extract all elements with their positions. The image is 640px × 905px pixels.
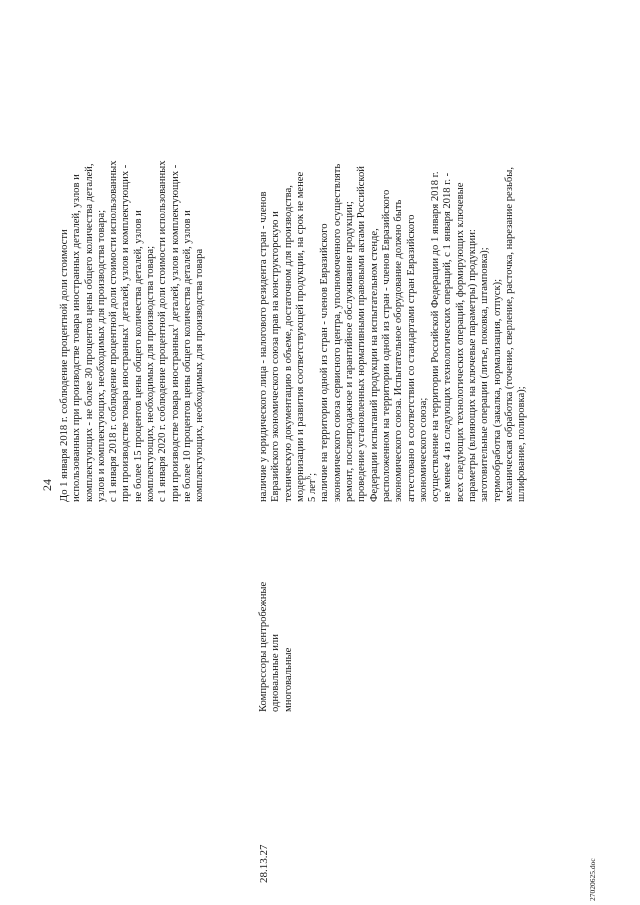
continued-requirements [59,160,207,502]
text-segment: комплектующих - не более 30 процентов цены общего количества деталей, [83,163,95,502]
text-line [96,160,108,502]
text-line [516,164,528,502]
text-segment: расположенном на территории одной из стран - членов Евразийского [380,189,392,502]
text-segment: До 1 января 2018 г. соблюдение процентной доли стоимости [59,229,70,502]
footnote-marker: 1 [117,324,126,328]
text-line [430,164,442,502]
text-segment: термообработка (закалка, нормализация, отпуск); [491,278,503,502]
page-number: 24 [40,479,54,491]
text-segment: при производстве товара иностранных [169,327,181,502]
text-segment: аттестовано в соответствии со стандартами стран Евразийского [405,214,417,502]
text-line [393,164,405,502]
text-line [270,567,282,712]
text-segment: с 1 января 2018 г. соблюдение процентной доли стоимости использованных [108,160,120,502]
text-line [145,160,157,502]
text-segment: заготовительные операции (литье, поковка, штамповка); [479,247,491,502]
row-requirements [258,164,529,502]
text-line [467,164,479,502]
text-line [108,160,120,502]
text-line [356,164,368,502]
row-code: 28.13.27 [258,844,270,883]
text-segment: при производстве товара иностранных [120,327,132,502]
text-segment: экономического союза; [417,397,429,502]
text-line [304,164,319,502]
text-segment: не более 10 процентов цены общего количества деталей, узлов и [181,210,193,502]
text-line [344,164,356,502]
text-segment: ремонт, послепродажное и гарантийное обслуживание продукции; [344,201,356,502]
text-segment: Компрессоры центробежные [258,581,269,712]
text-line [133,160,145,502]
text-line [381,164,393,502]
text-line [59,160,71,502]
text-line [182,160,194,502]
text-segment: проведение установленных нормативными правовыми актами Российской [356,166,368,502]
text-segment: одновальные или [270,634,282,712]
text-segment: наличие у юридического лица - налогового резидента стран - членов [258,191,269,502]
text-line [295,164,307,502]
text-segment: деталей, узлов и комплектующих - [120,164,132,325]
text-segment: шлифование, полировка); [516,386,528,502]
text-line [283,164,295,502]
text-line [479,164,491,502]
text-line [258,567,270,712]
text-segment: экономического союза. Испытательное оборудование должно быть [393,199,405,502]
text-segment: ; [307,472,319,476]
text-line [492,164,504,502]
text-segment: деталей, узлов и комплектующих - [169,164,181,325]
text-line [406,164,418,502]
text-line [194,160,206,502]
text-segment: 5 лет [307,479,319,502]
text-segment: не более 15 процентов цены общего количества деталей, узлов и [132,210,144,502]
text-segment: комплектующих, необходимых для производства товара; [145,245,157,502]
text-line [332,164,344,502]
text-line [84,160,96,502]
text-segment: осуществление на территории Российской Федерации до 1 января 2018 г. [430,171,442,502]
text-segment: механическая обработка (точение, сверление, расточка, нарезание резьбы, [503,166,515,502]
footnote-marker: 6 [304,475,313,480]
text-line [455,164,467,502]
product-name [258,567,295,712]
footer-filename: 27020625.doc [588,858,597,901]
text-segment: комплектующих, необходимых для производства товара [194,248,206,502]
text-segment: Евразийского экономического союза прав на конструкторскую и [270,211,282,502]
text-segment: всех следующих технологических операций, формирующих ключевые [454,182,466,502]
footnote-marker: 1 [167,324,176,328]
text-segment: с 1 января 2020 г. соблюдение процентной доли стоимости использованных [157,160,169,502]
text-segment: модернизации и развития соответствующей продукции, на срок не менее [294,171,306,502]
text-segment: Федерации испытаний продукции на испытательном стенде, [368,228,380,502]
text-segment: многовальные [282,647,294,712]
text-line [71,160,83,502]
text-line [283,567,295,712]
text-line [442,164,454,502]
text-line [270,164,282,502]
text-segment: параметры (влияющих на ключевые параметры) продукции: [467,229,479,502]
text-line [504,164,516,502]
text-line [167,160,182,502]
text-line [258,164,270,502]
text-line [319,164,331,502]
text-line [117,160,132,502]
text-segment: техническую документацию в объеме, достаточном для производства, [282,185,294,502]
text-segment: использованных при производстве товара иностранных деталей, узлов и [71,174,83,502]
text-line [369,164,381,502]
text-segment: узлов и комплектующих, необходимых для производства товара; [95,209,107,502]
text-line [157,160,169,502]
text-line [418,164,430,502]
text-segment: экономического союза сервисного центра, уполномоченного осуществлять [331,163,343,502]
text-segment: не менее 4 из следующих технологических операций, с 1 января 2018 г. - [442,172,454,502]
text-segment: наличие на территории одной из стран - членов Евразийского [319,223,331,502]
